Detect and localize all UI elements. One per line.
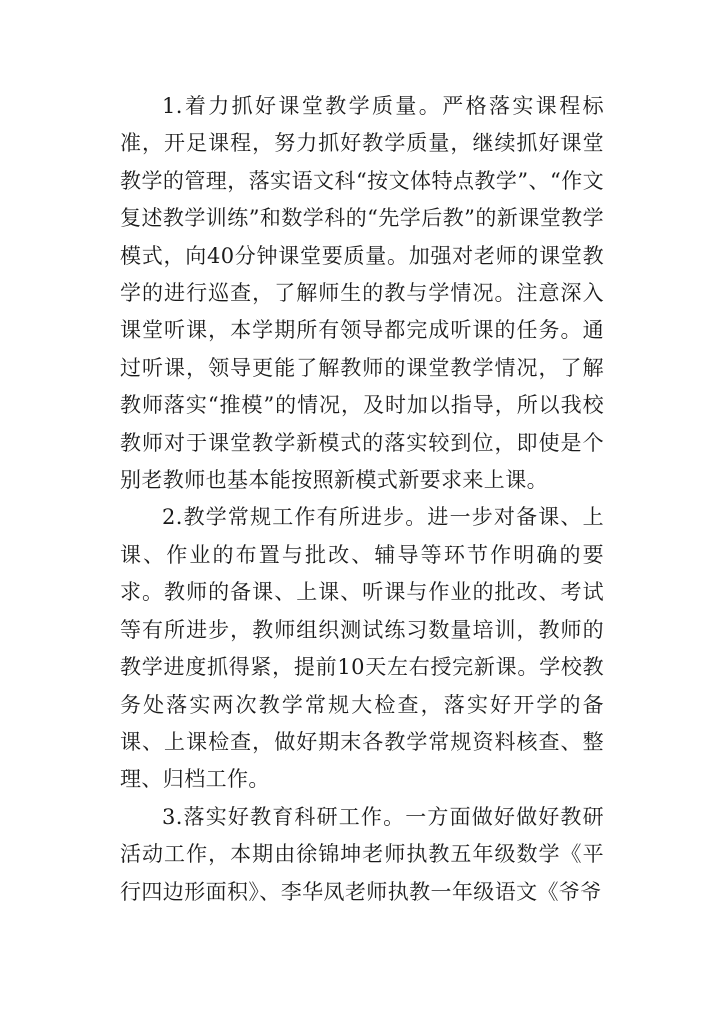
- paragraph-teaching-quality: 1.着力抓好课堂教学质量。严格落实课程标准，开足课程，努力抓好教学质量，继续抓好课堂教学的管理，落实语文科“按文体特点教学”、“作文复述教学训练”和数学科的“先学后教”的新课堂教学模式，向40分钟课堂要质量。加强对老师的课堂教学的进行巡查，了解师生的教与学情况。注意深入课堂听课，本学期所有领导都完成听课的任务。通过听课，领导更能了解教师的课堂教学情况，了解教师落实“推模”的情况，及时加以指导，所以我校教师对于课堂教学新模式的落实较到位，即使是个别老教师也基本能按照新模式新要求来上课。: [120, 94, 604, 493]
- document-body: [120, 88, 604, 911]
- paragraph-research-work: 3.落实好教育科研工作。一方面做好做好教研活动工作，本期由徐锦坤老师执教五年级数学《平行四边形面积》、李华凤老师执教一年级语文《爷爷: [120, 804, 604, 904]
- paragraph-teaching-routine: 2.教学常规工作有所进步。进一步对备课、上课、作业的布置与批改、辅导等环节作明确的要求。教师的备课、上课、听课与作业的批改、考试等有所进步，教师组织测试练习数量培训，教师的教学进度抓得紧，提前10天左右授完新课。学校教务处落实两次教学常规大检查，落实好开学的备课、上课检查，做好期末各教学常规资料核查、整理、归档工作。: [120, 505, 604, 792]
